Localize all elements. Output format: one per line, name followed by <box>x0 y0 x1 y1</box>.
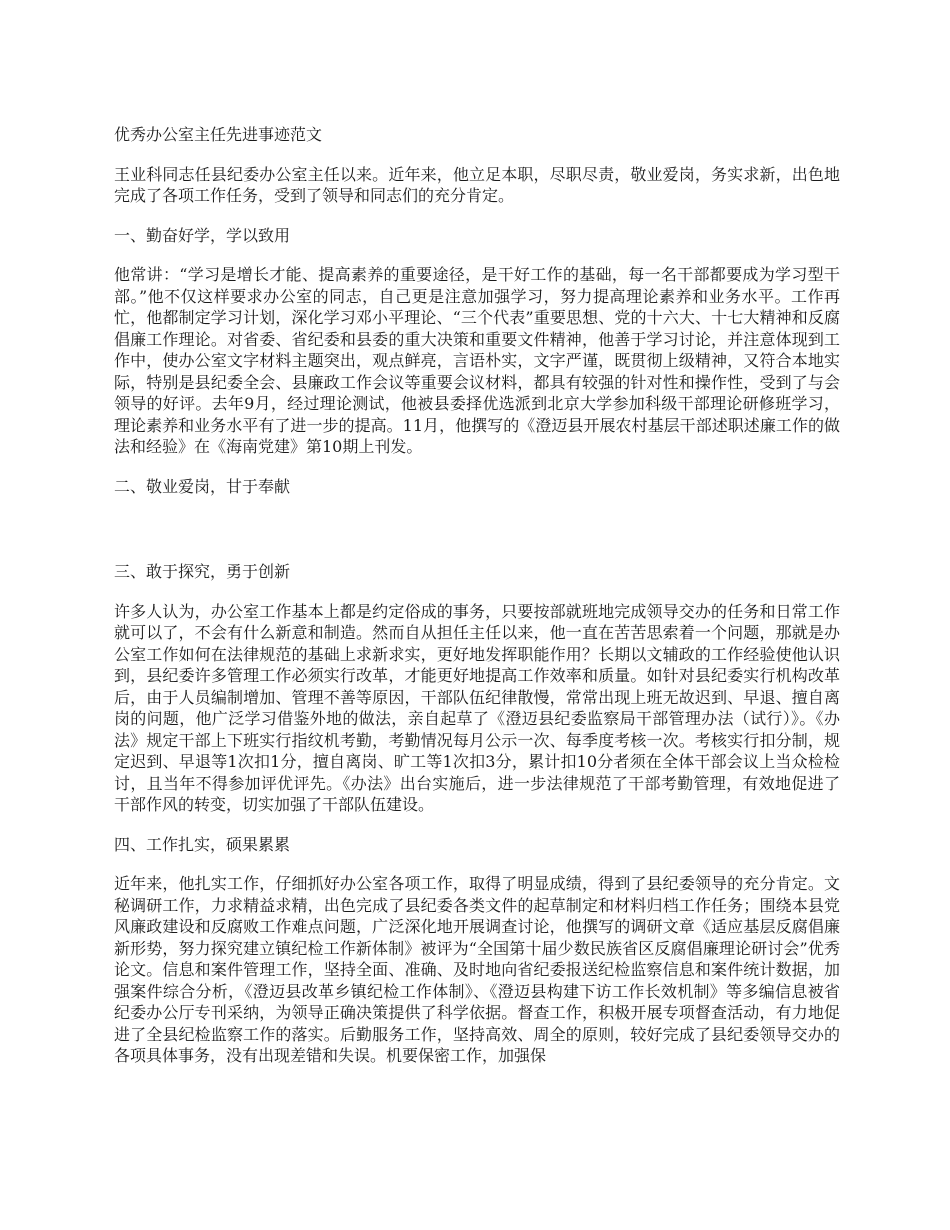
section-body-1: 他常讲：“学习是增长才能、提高素养的重要途径，是干好工作的基础，每一名干部都要成为学习型干部。”他不仅这样要求办公室的同志，自己更是注意加强学习，努力提高理论素养和业务水平。工作再忙，他都制定学习计划，深化学习邓小平理论、“三个代表”重要思想、党的十六大、十七大精神和反腐倡廉工作理论。对省委、省纪委和县委的重大决策和重要文件精神，他善于学习讨论，并注意体现到工作中，使办公室文字材料主题突出，观点鲜亮，言语朴实，文字严谨，既贯彻上级精神，又符合本地实际，特别是县纪委全会、县廉政工作会议等重要会议材料，都具有较强的针对性和操作性，受到了与会领导的好评。去年9月，经过理论测试，他被县委择优选派到北京大学参加科级干部理论研修班学习，理论素养和业务水平有了进一步的提高。11月，他撰写的《澄迈县开展农村基层干部述职述廉工作的做法和经验》在《海南党建》第10期上刊发。 <box>114 265 840 456</box>
document-page <box>114 124 840 1085</box>
section-heading-1: 一、勤奋好学，学以致用 <box>114 225 291 245</box>
section-body-2-blank <box>114 515 840 561</box>
section-heading-3: 三、敢于探究，勇于创新 <box>114 562 291 581</box>
section-body-3: 许多人认为，办公室工作基本上都是约定俗成的事务，只要按部就班地完成领导交办的任务和日常工作就可以了，不会有什么新意和制造。然而自从担任主任以来，他一直在苦苦思索着一个问题，那就是办公室工作如何在法律规范的基础上求新求实，更好地发挥职能作用？长期以文辅政的工作经验使他认识到，县纪委许多管理工作必须实行改革，才能更好地提高工作效率和质量。如针对县纪委实行机构改革后，由于人员编制增加、管理不善等原因，干部队伍纪律散慢，常常出现上班无故迟到、早退、擅自离岗的问题，他广泛学习借鉴外地的做法，亲自起草了《澄迈县纪委监察局干部管理办法（试行）》。《办法》规定干部上下班实行指纹机考勤，考勤情况每月公示一次、每季度考核一次。考核实行扣分制，规定迟到、早退等1次扣1分，擅自离岗、旷工等1次扣3分，累计扣10分者须在全体干部会议上当众检检讨，且当年不得参加评优评先。《办法》出台实施后，进一步法律规范了干部考勤管理，有效地促进了干部作风的转变，切实加强了干部队伍建设。 <box>114 601 840 814</box>
section-body-4: 近年来，他扎实工作，仔细抓好办公室各项工作，取得了明显成绩，得到了县纪委领导的充分肯定。文秘调研工作，力求精益求精，出色完成了县纪委各类文件的起草制定和材料归档工作任务；围绕本县党风廉政建设和反腐败工作难点问题，广泛深化地开展调查讨论，他撰写的调研文章《适应基层反腐倡廉新形势，努力探究建立镇纪检工作新体制》被评为“全国第十届少数民族省区反腐倡廉理论研讨会”优秀论文。信息和案件管理工作，坚持全面、准确、及时地向省纪委报送纪检监察信息和案件统计数据，加强案件综合分析，《澄迈县改革乡镇纪检工作体制》、《澄迈县构建下访工作长效机制》等多编信息被省纪委办公厅专刊采纳，为领导正确决策提供了科学依据。督查工作，积极开展专项督查活动，有力地促进了全县纪检监察工作的落实。后勤服务工作，坚持高效、周全的原则，较好完成了县纪委领导交办的各项具体事务，没有出现差错和失误。机要保密工作，加强保 <box>114 874 840 1065</box>
intro-paragraph: 王业科同志任县纪委办公室主任以来。近年来，他立足本职，尽职尽责，敬业爱岗，务实求新，出色地完成了各项工作任务，受到了领导和同志们的充分肯定。 <box>114 164 840 205</box>
section-heading-4: 四、工作扎实，硕果累累 <box>114 834 291 854</box>
document-title: 优秀办公室主任先进事迹范文 <box>114 125 323 144</box>
section-heading-2: 二、敬业爱岗，甘于奉献 <box>114 476 291 496</box>
